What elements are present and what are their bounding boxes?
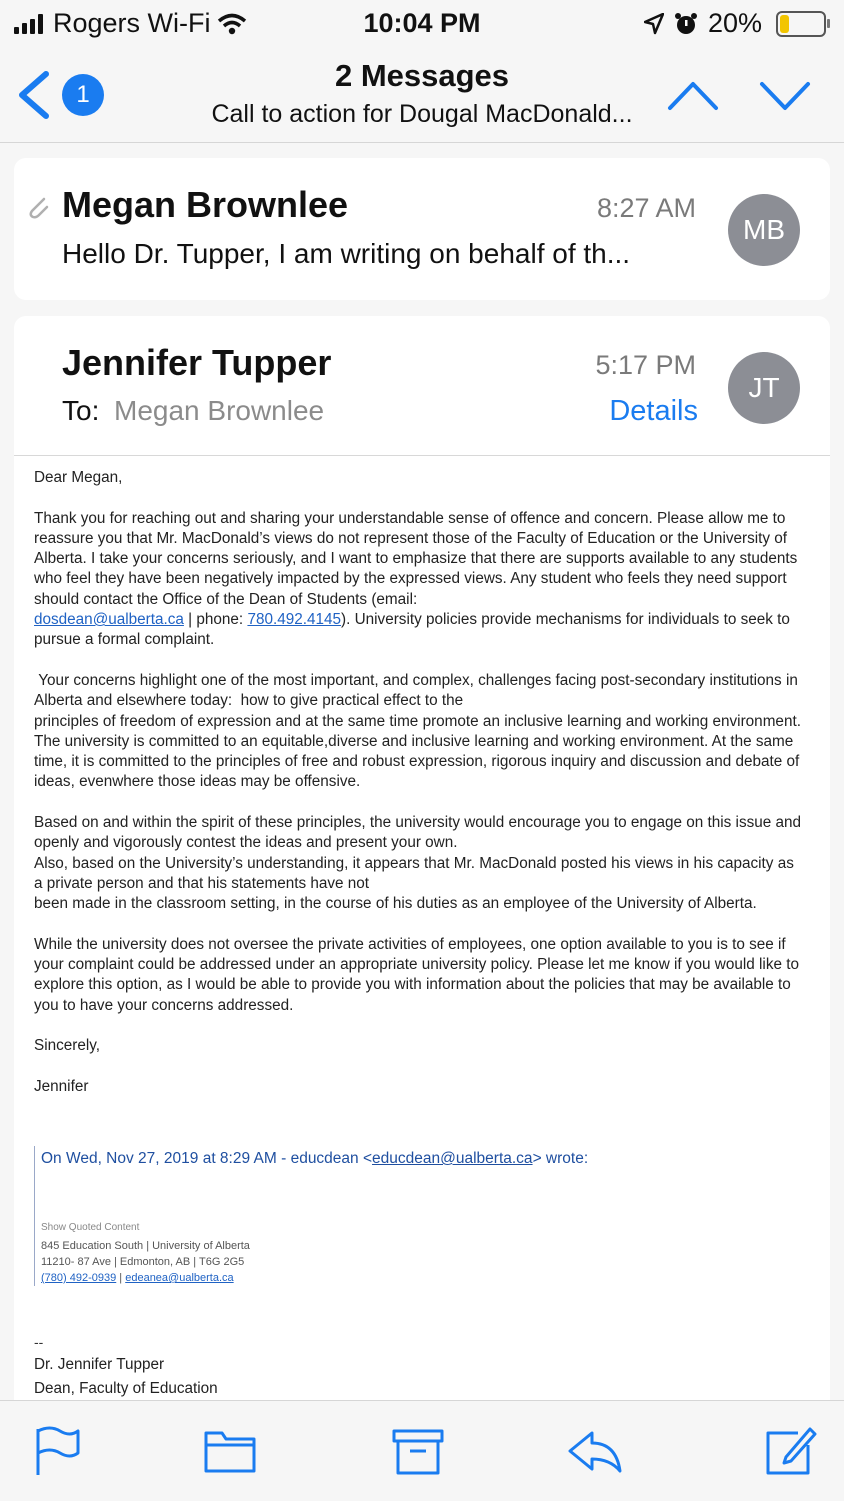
quote-header: [41, 1150, 588, 1168]
previous-message-icon[interactable]: [666, 78, 720, 114]
address-line-3: [41, 1270, 250, 1286]
details-link[interactable]: Details: [609, 395, 698, 427]
quote-header-end: > wrote:: [532, 1150, 589, 1167]
signoff-name: Jennifer: [34, 1077, 89, 1095]
paragraph-2-line-1: Your concerns highlight one of the most important, and complex, challenges facing post-secondary institutions in Alberta and elsewhere today: how to give practical effect to the: [34, 671, 802, 710]
clock: 10:04 PM: [363, 8, 481, 38]
address-line-2: 11210- 87 Ave | Edmonton, AB | T6G 2G5: [41, 1256, 245, 1268]
dean-email-link[interactable]: dosdean@ualberta.ca: [34, 611, 184, 629]
paragraph-1: [34, 509, 806, 651]
greeting: Dear Megan,: [34, 469, 123, 486]
unread-badge[interactable]: 1: [62, 74, 104, 116]
paragraph-1-end: ). University policies provide mechanisms for individuals to seek to pursue a formal complaint.: [34, 611, 790, 649]
carrier-label: Rogers Wi-Fi: [53, 8, 211, 38]
folder-icon[interactable]: [202, 1423, 258, 1479]
dean-phone-link[interactable]: 780.492.4145: [247, 611, 342, 629]
paperclip-icon: [24, 194, 52, 222]
signature-name: Dr. Jennifer Tupper: [34, 1356, 165, 1373]
reply-icon[interactable]: [566, 1423, 622, 1479]
sender-name: Megan Brownlee: [62, 184, 349, 225]
sender-name: Jennifer Tupper: [62, 342, 332, 383]
thread-title: 2 Messages: [334, 58, 510, 93]
quote-email-link[interactable]: educdean@ualberta.ca: [372, 1150, 533, 1167]
paragraph-3-line-2: Also, based on the University’s understanding, it appears that Mr. MacDonald posted his views in his capacity as a private person and that his statements have not: [34, 854, 794, 892]
alarm-icon: [674, 12, 698, 36]
paragraph-3-line-1: Based on and within the spirit of these principles, the university would encourage you to engage on this issue and openly and vigorously contest the ideas and present your own.: [34, 814, 802, 852]
quoted-block: [34, 1146, 635, 1286]
phone-label: | phone:: [183, 611, 248, 629]
message-preview: Hello Dr. Tupper, I am writing on behalf of th...: [62, 238, 631, 269]
message-time: 8:27 AM: [596, 193, 696, 223]
message-time: 5:17 PM: [595, 350, 696, 380]
recipient-name[interactable]: Megan Brownlee: [114, 395, 325, 426]
paragraph-3-line-3: been made in the classroom setting, in the course of his duties as an employee of the University of Alberta.: [34, 895, 757, 913]
battery-icon: [776, 11, 826, 37]
location-icon: [644, 13, 664, 35]
message-body: [34, 468, 806, 1097]
office-email-link[interactable]: edeanea@ualberta.ca: [125, 1272, 234, 1284]
next-message-icon[interactable]: [758, 78, 812, 114]
address-separator: |: [116, 1272, 126, 1284]
status-bar: [0, 0, 844, 46]
quoted-address: [41, 1238, 250, 1286]
thread-subject: Call to action for Dougal MacDonald...: [211, 100, 633, 128]
battery-percent: 20%: [707, 8, 762, 38]
signature-separator: --: [34, 1334, 44, 1350]
closing: Sincerely,: [34, 1037, 101, 1055]
status-right: [644, 8, 826, 39]
message-card-collapsed[interactable]: [14, 158, 830, 300]
battery-fill: [780, 15, 789, 33]
show-quoted-content[interactable]: Show Quoted Content: [41, 1222, 140, 1233]
address-line-1: 845 Education South | University of Alberta: [41, 1240, 250, 1252]
compose-icon[interactable]: [762, 1423, 818, 1479]
quote-header-text: On Wed, Nov 27, 2019 at 8:29 AM - educdean <: [41, 1150, 373, 1167]
avatar: MB: [728, 194, 800, 266]
archive-icon[interactable]: [390, 1423, 446, 1479]
paragraph-4: While the university does not oversee the private activities of employees, one option available to you is to see if your complaint could be addressed under an appropriate university policy. Please let me know if you would like to explore this option, as I would be able to provide you with information about the policies that may be available to you to have your concerns addressed.: [34, 935, 799, 1014]
signature-title: Dean, Faculty of Education: [34, 1380, 218, 1397]
divider: [14, 455, 830, 456]
paragraph-1-text: Thank you for reaching out and sharing your understandable sense of offence and concern. Please allow me to reassure you that Mr. MacDonald’s views do not represent those of the Faculty of Education or the University of Alberta. I take your concerns seriously, and I want to emphasize that there are supports available to any students who feel they have been negatively impacted by the expressed views. Any student who feels they need support should contact the Office of the Dean of Students (email:: [34, 509, 798, 608]
office-phone-link[interactable]: (780) 492-0939: [41, 1272, 117, 1284]
to-label: To:: [62, 395, 100, 426]
bottom-toolbar: [0, 1400, 844, 1501]
paragraph-2-line-2: principles of freedom of expression and at the same time promote an inclusive learning and working environment. The university is committed to an equitable,diverse and inclusive learning and working environment. At the same time, it is committed to the principles of free and robust expression, rigorous inquiry and discussion and debate of ideas, evenwhere those ideas may be offensive.: [34, 712, 801, 791]
avatar: JT: [728, 352, 800, 424]
flag-icon[interactable]: [30, 1423, 86, 1479]
